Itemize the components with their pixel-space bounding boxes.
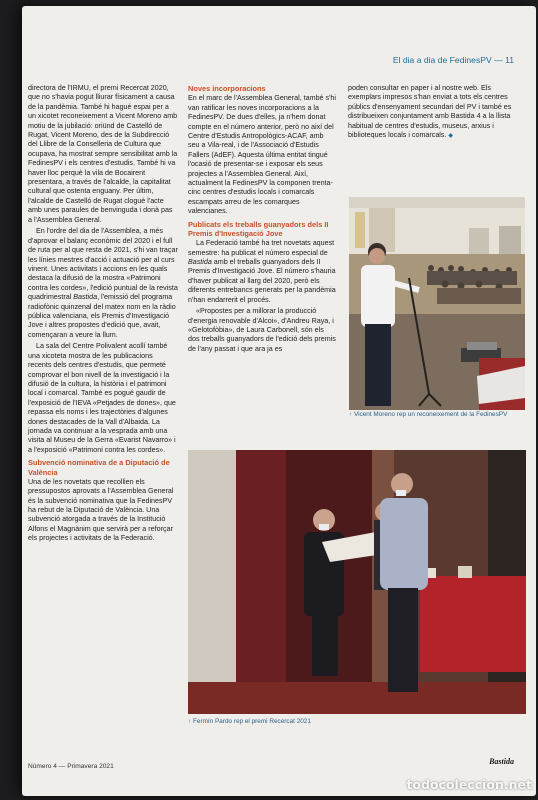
magazine-page [22, 6, 536, 796]
end-mark-icon: ◆ [448, 133, 454, 140]
paragraph: La sala del Centre Polivalent acollí també una xicoteta mostra de les publicacions recents dels centres d'estudis, que permeté comprovar el bon nivell de la investigació i la difusió de la cultura, la història i el patrimoni local i comarcal. També es pogué gaudir de l'exposició de l'IEVA «Petjades de dones», que repassa els noms i les trajectòries d'algunes dones destacades de la Vall d'Albaida. La jornada va continuar a la vesprada amb una visita al Museu de la Gerra «Evarist Navarro» i a l'exposició «Patrimoni contra les cordes». [28, 342, 176, 454]
photo-caption-1 [349, 411, 525, 419]
paragraph: directora de l'IRMU, el premi Recercat 2020, que no s'havia pogut lliurar físicament a causa de la pandèmia. També hi hagué espai per a un xicotet reconeixement a Vicent Moreno amb motiu de la jubilació: oriünd de Castelló de Rugat, Vicent Moreno, des de la Subdirecció del Llibre de la Conselleria de Cultura que ocupava, ha mostrat sempre sensibilitat amb la FedinesPV i els centres d'estudis. També hi va haver lloc perquè la vila de Bocairent presentara, a través de l'alcalde, la capitalitat cultural que ostenta enguany. Per últim, l'alcalde de Castelló de Rugat cloguè l'acte amb unes paraules de benvinguda i donà pas a l'Assemblea General. [28, 84, 178, 224]
paragraph: En l'ordre del dia de l'Assemblea, a més d'aprovar el balanç econòmic del 2020 i el full de ruta per al que resta de 2021, s'hi van traçar les línies mestres d'acció i actuació per al curs vinent. Unes activitats i accions en les quals destaca la difusió de la mostra «Patrimoni contra les cordes», l'edició puntual de la revista quadrimestral Bastida, l'emissió del programa radiofònic quinzenal del matex nom en la ràdio pública valenciana, els Premis d'Investigació Jove i altres propostes d'edició que, avait, començaran a veure la llum. [28, 227, 178, 339]
footer-issue: Número 4 — Primavera 2021 [28, 763, 114, 770]
footer-brand: Bastida [489, 757, 514, 766]
paragraph: En el marc de l'Assemblea General, també s'hi van ratificar les noves incorporacions a la FedinesPV. De dues d'elles, ja n'hem donat compte en el número anterior, però no així del Centre d'Estudis Antropològics-ACAF, amb seu a Vila-real, i de l'Associació d'Estudis Fallers (AdEF). Aquesta última entitat tingué l'ocasió de presentar-se i exposar els seus projectes a l'Assemblea General. Així, actualment la FedinesPV la componen trenta-cinc centres d'estudis locals i comarcals escampats arreu de les comarques valencianes. [188, 94, 336, 216]
photo-fermin-pardo [188, 450, 526, 714]
caption-text: Fermín Pardo rep el premi Recercat 2021 [192, 718, 311, 725]
arrow-up-icon: ↑ [349, 411, 353, 418]
caption-text: Vicent Moreno rep un reconeixement de la FedinesPV [353, 411, 508, 418]
watermark: todocoleccion.net [406, 777, 532, 792]
column-left [28, 84, 178, 546]
paragraph: poden consultar en paper i al nostre web. Els exemplars impresos s'han enviat a tots els centres públics d'ensenyament secundari del PV i també es distribueixen conjuntament amb Bastida 4 a la llista habitual de centres d'estudis, museus, arxius i biblioteques locals i comarcals. ◆ [348, 84, 512, 140]
paragraph: «Propostes per a millorar la producció d'energia renovable d'Alcoi», d'Andreu Raya, i «Gelotofòbia», de Laura Carbonell, són els dos treballs guanyadors de l'edició dels premis de l'any passat i que ara ja es [188, 307, 336, 353]
arrow-up-icon: ↑ [188, 718, 192, 725]
section-heading-noves: Noves incorporacions [188, 84, 266, 93]
photo-illustration [188, 450, 526, 714]
photo-illustration [349, 198, 525, 410]
photo-caption-2 [188, 718, 311, 725]
paragraph: Una de les novetats que recollien els pressupostos aprovats a l'Assemblea General és la subvenció nominativa que la FedinesPV ha rebut de la Diputació de València. Una subvenció atorgada a través de la Institució Alfons el Magnànim que servirà per a reforçar els projectes i activitats de la Federació. [28, 477, 174, 543]
section-heading-publicats: Publicats els treballs guanyadors dels II Premis d'Investigació Jove [188, 219, 329, 238]
running-header: El dia a dia de FedinesPV — 11 [392, 55, 514, 65]
column-middle [188, 84, 336, 356]
photo-vicent-moreno [349, 197, 525, 410]
column-right [348, 84, 524, 144]
paragraph: La Federació també ha tret novetats aquest semestre: ha publicat el número especial de Bastida amb el treballs guanyadors dels II Premis d'Investigació Jove. El número s'hauria d'haver publicat al llarg del 2020, però els diferents entrebancs generats per la pandèmia n'han endarrerit el procés. [188, 239, 336, 304]
section-heading-subvencio: Subvenció nominativa de a Diputació de València [28, 458, 170, 477]
